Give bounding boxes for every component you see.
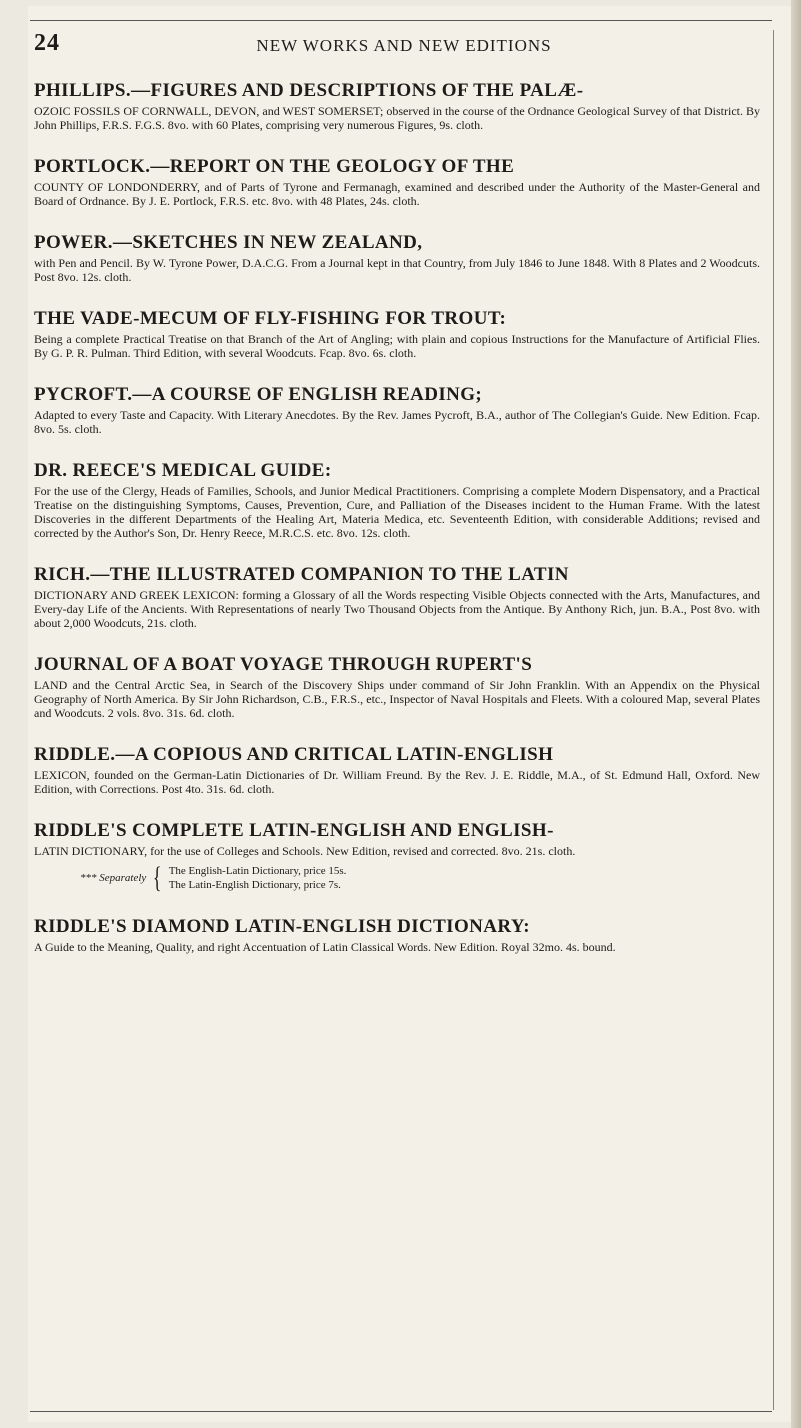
entry-title: POWER.—SKETCHES IN NEW ZEALAND, [34,232,423,253]
entry-body: OZOIC FOSSILS OF CORNWALL, DEVON, and WEST SOMERSET; observed in the course of the Ordnance Geological Survey of that District. By John Phillips, F.R.S. F.G.S. 8vo. with 60 Plates, comprising very numerous Figures, 9s. cloth. [34,104,760,132]
entry-power [34,232,760,284]
separately-note [80,861,760,894]
entry-list [34,80,760,978]
entry-title: RICH.—THE ILLUSTRATED COMPANION TO THE LATIN [34,564,569,585]
entry-portlock [34,156,760,208]
entry-body: LAND and the Central Arctic Sea, in Search of the Discovery Ships under command of Sir John Franklin. With an Appendix on the Physical Geography of North America. By Sir John Richardson, C.B., F.R.S., etc., Inspector of Naval Hospitals and Fleets. With a coloured Map, several Plates and Woodcuts. 2 vols. 8vo. 31s. 6d. cloth. [34,678,760,720]
separately-lines [169,864,347,892]
brace-glyph: { [153,861,162,894]
entry-body: with Pen and Pencil. By W. Tyrone Power, D.A.C.G. From a Journal kept in that Country, from July 1846 to June 1848. With 8 Plates and 2 Woodcuts. Post 8vo. 12s. cloth. [34,256,760,284]
entry-vade-mecum [34,308,760,360]
entry-pycroft [34,384,760,436]
entry-rich [34,564,760,630]
entry-title: THE VADE-MECUM OF FLY-FISHING FOR TROUT: [34,308,507,329]
entry-richardson-journal [34,654,760,720]
entry-title: PYCROFT.—A COURSE OF ENGLISH READING; [34,384,483,405]
separately-label: *** Separately [80,872,147,884]
entry-body: DICTIONARY AND GREEK LEXICON: forming a Glossary of all the Words respecting Visible Objects connected with the Arts, Manufactures, and Every-day Life of the Ancients. With Representations of nearly Two Thousand Objects from the Antique. By Anthony Rich, jun. B.A., Post 8vo. with about 2,000 Woodcuts, 21s. cloth. [34,588,760,630]
entry-title: JOURNAL OF A BOAT VOYAGE THROUGH RUPERT'S [34,654,533,675]
entry-body: LATIN DICTIONARY, for the use of Colleges and Schools. New Edition, revised and corrected. 8vo. 21s. cloth. [34,844,576,858]
page-edge [791,0,801,1428]
entry-body: For the use of the Clergy, Heads of Families, Schools, and Junior Medical Practitioners. Comprising a complete Modern Dispensatory, and a Practical Treatise on the distinguishing Symptoms, Causes, Prevention, Cure, and Palliation of the Diseases incident to the Human Frame. With the latest Discoveries in the different Departments of the Healing Art, Materia Medica, etc. Seventeenth Edition, with considerable Additions; revised and corrected by the Author's Son, Dr. Henry Reece, M.R.C.S. etc. 8vo. 12s. cloth. [34,484,760,540]
entry-title: RIDDLE'S COMPLETE LATIN-ENGLISH AND ENGLISH- [34,820,554,841]
running-head [34,30,774,60]
entry-phillips [34,80,760,132]
separately-line: The English-Latin Dictionary, price 15s. [168,865,347,877]
top-rule [30,20,772,21]
entry-title: RIDDLE.—A COPIOUS AND CRITICAL LATIN-ENGLISH [34,744,554,765]
entry-title: PHILLIPS.—FIGURES AND DESCRIPTIONS OF THE PALÆ- [34,80,584,101]
entry-title: PORTLOCK.—REPORT ON THE GEOLOGY OF THE [34,156,515,177]
separately-line: The Latin-English Dictionary, price 7s. [168,879,341,891]
entry-body: Adapted to every Taste and Capacity. With Literary Anecdotes. By the Rev. James Pycroft, B.A., author of The Collegian's Guide. New Edition. Fcap. 8vo. 5s. cloth. [34,408,760,436]
entry-body: LEXICON, founded on the German-Latin Dictionaries of Dr. William Freund. By the Rev. J. E. Riddle, M.A., of St. Edmund Hall, Oxford. New Edition, with Corrections. Post 4to. 31s. 6d. cloth. [34,768,760,796]
entry-title: RIDDLE'S DIAMOND LATIN-ENGLISH DICTIONARY: [34,916,530,937]
entry-riddle-complete [34,820,760,892]
bottom-rule [30,1411,772,1412]
entry-title: DR. REECE'S MEDICAL GUIDE: [34,460,332,481]
margin-line [773,30,774,1410]
running-head-title: NEW WORKS AND NEW EDITIONS [256,36,552,55]
entry-reece [34,460,760,540]
entry-riddle-lexicon [34,744,760,796]
entry-riddle-diamond [34,916,760,954]
entry-body: Being a complete Practical Treatise on that Branch of the Art of Angling; with plain and copious Instructions for the Manufacture of Artificial Flies. By G. P. R. Pulman. Third Edition, with several Woodcuts. Fcap. 8vo. 6s. cloth. [34,332,760,360]
entry-body: COUNTY OF LONDONDERRY, and of Parts of Tyrone and Fermanagh, examined and described under the Authority of the Master-General and Board of Ordnance. By J. E. Portlock, F.R.S. etc. 8vo. with 48 Plates, 24s. cloth. [34,180,760,208]
page-number: 24 [34,30,60,56]
entry-body: A Guide to the Meaning, Quality, and right Accentuation of Latin Classical Words. New Edition. Royal 32mo. 4s. bound. [34,940,616,954]
